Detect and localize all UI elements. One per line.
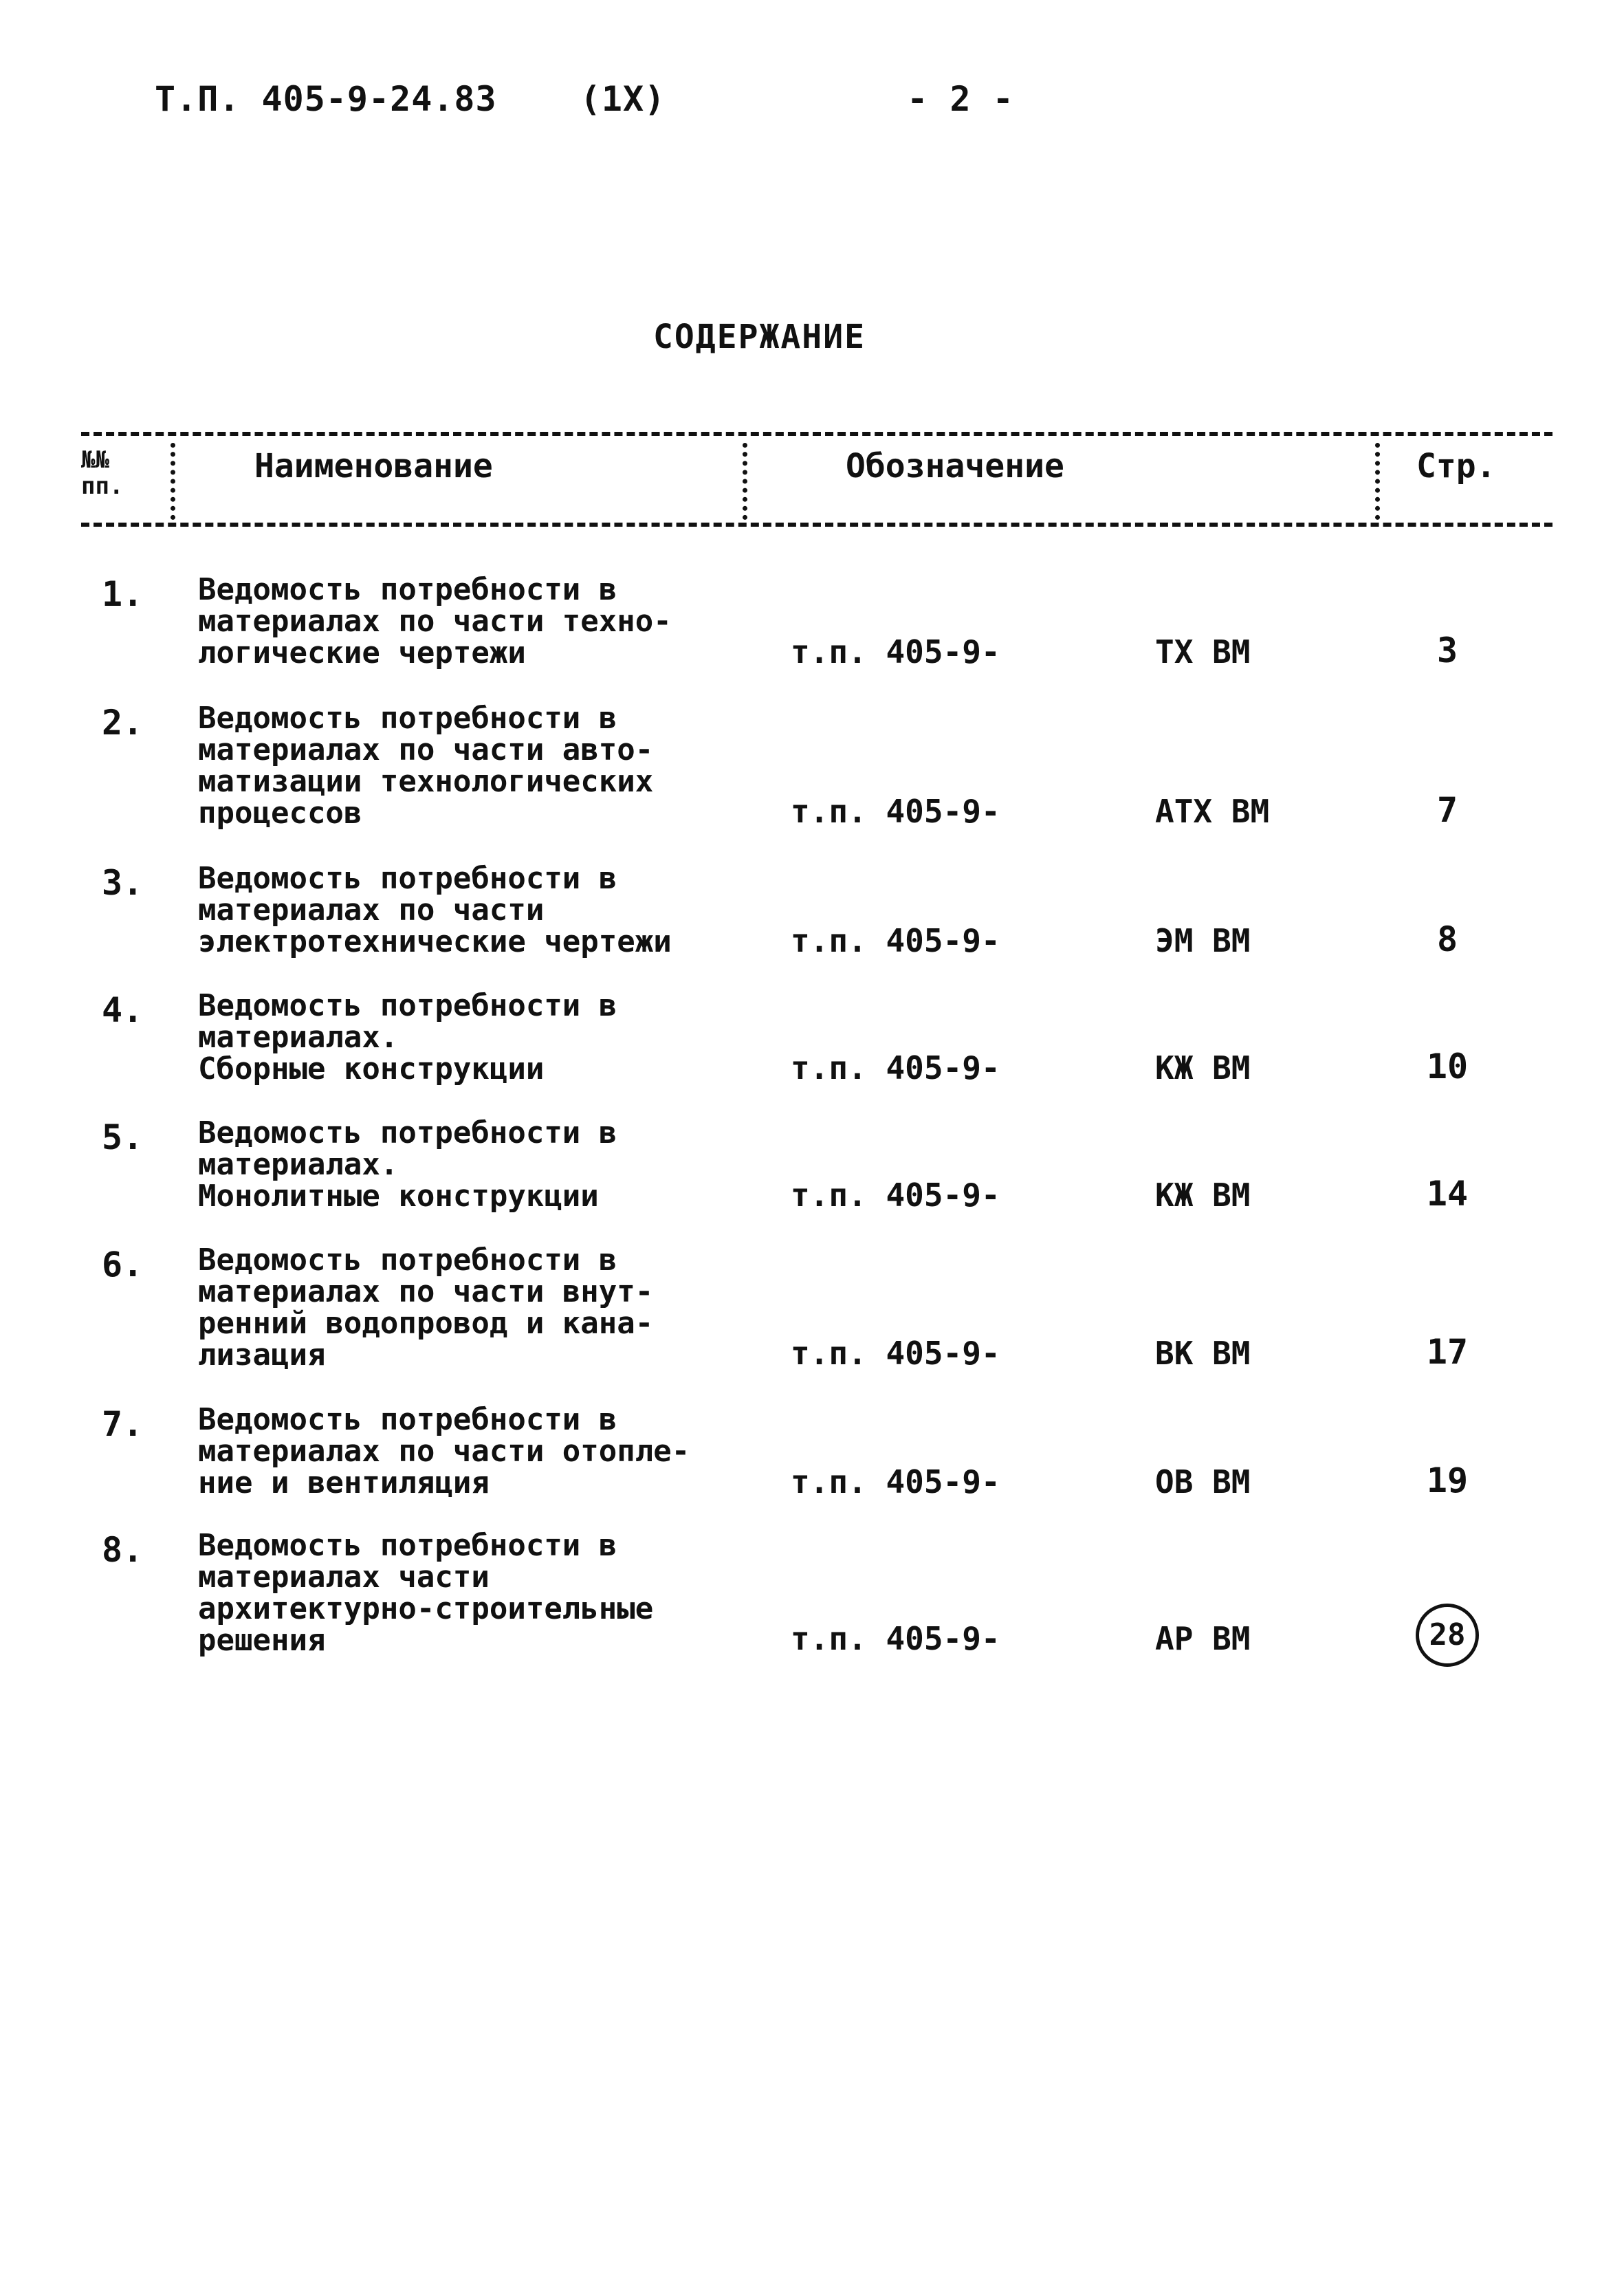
row-designation-code: т.п. 405-9- (791, 1177, 1000, 1214)
row-designation-code: т.п. 405-9- (791, 633, 1000, 670)
row-designation-code: т.п. 405-9- (791, 1335, 1000, 1372)
row-name-line: процессов (198, 796, 362, 831)
row-page-value: 8 (1436, 919, 1458, 959)
document-code: Т.П. 405-9-24.83 (155, 79, 497, 119)
row-name-line: материалах по части техно- (198, 604, 672, 639)
row-number: 1. (102, 574, 144, 614)
row-page-value: 10 (1426, 1047, 1469, 1086)
row-name-line: электротехнические чертежи (198, 924, 672, 959)
column-header-page: Стр. (1416, 447, 1496, 485)
row-name-line: Ведомость потребности в (198, 572, 617, 607)
row-name-line: Сборные конструкции (198, 1051, 545, 1086)
row-page (1403, 1332, 1492, 1372)
row-page-value: 3 (1436, 631, 1458, 670)
row-designation-mark: АР ВМ (1155, 1620, 1251, 1657)
row-page-value: 14 (1426, 1174, 1469, 1214)
page-number: - 2 - (907, 79, 1014, 119)
row-name-line: лизация (198, 1337, 326, 1373)
table-row (0, 1530, 1624, 1657)
row-number: 8. (102, 1530, 144, 1570)
column-header-name: Наименование (254, 447, 493, 485)
column-header-designation: Обозначение (846, 447, 1064, 485)
row-page (1403, 631, 1492, 670)
row-name (198, 863, 734, 958)
row-name-line: Ведомость потребности в (198, 988, 617, 1023)
row-number: 3. (102, 863, 144, 903)
row-designation-code: т.п. 405-9- (791, 793, 1000, 830)
row-page-value: 7 (1436, 790, 1458, 830)
table-row (0, 1245, 1624, 1372)
row-name-line: архитектурно-строительные (198, 1591, 654, 1626)
row-name (198, 574, 734, 669)
row-name-line: Ведомость потребности в (198, 1528, 617, 1563)
row-name-line: Ведомость потребности в (198, 861, 617, 896)
contents-title: СОДЕРЖАНИЕ (653, 318, 866, 356)
row-name-line: решения (198, 1623, 326, 1658)
row-name-line: логические чертежи (198, 635, 526, 670)
row-name-line: материалах. (198, 1020, 399, 1055)
row-designation-mark: ТХ ВМ (1155, 633, 1251, 670)
row-name (198, 1245, 734, 1371)
row-name (198, 1404, 734, 1499)
row-name (198, 990, 734, 1085)
row-number: 7. (102, 1404, 144, 1444)
row-designation-code: т.п. 405-9- (791, 1620, 1000, 1657)
table-row (0, 703, 1624, 830)
row-name-line: материалах. (198, 1147, 399, 1182)
row-designation-code: т.п. 405-9- (791, 922, 1000, 959)
row-name (198, 703, 734, 829)
row-page (1403, 919, 1492, 959)
row-number: 4. (102, 990, 144, 1030)
row-designation-mark: КЖ ВМ (1155, 1177, 1251, 1214)
row-name (198, 1530, 734, 1657)
circled-page-number: 28 (1416, 1604, 1479, 1667)
row-page (1403, 1047, 1492, 1086)
row-designation-code: т.п. 405-9- (791, 1463, 1000, 1500)
row-name-line: материалах по части внут- (198, 1274, 654, 1309)
row-name-line: ние и вентиляция (198, 1465, 490, 1500)
row-name (198, 1117, 734, 1212)
row-name-line: материалах по части (198, 893, 545, 928)
row-designation-mark: ОВ ВМ (1155, 1463, 1251, 1500)
row-name-line: Ведомость потребности в (198, 701, 617, 736)
row-page (1403, 790, 1492, 830)
row-name-line: Монолитные конструкции (198, 1179, 599, 1214)
row-page (1403, 1604, 1492, 1657)
row-number: 2. (102, 703, 144, 743)
table-row (0, 990, 1624, 1086)
table-row (0, 863, 1624, 959)
row-name-line: материалах по части отопле- (198, 1434, 690, 1469)
sheet-mark: (1Х) (580, 79, 666, 119)
row-name-line: Ведомость потребности в (198, 1402, 617, 1437)
row-name-line: материалах части (198, 1560, 490, 1595)
row-designation-code: т.п. 405-9- (791, 1049, 1000, 1086)
row-designation-mark: АТХ ВМ (1155, 793, 1270, 830)
column-header-number-line1: №№ (81, 446, 109, 474)
row-page-value: 19 (1426, 1461, 1469, 1500)
row-designation-mark: КЖ ВМ (1155, 1049, 1251, 1086)
row-name-line: материалах по части авто- (198, 732, 654, 767)
column-header-number-line2: пп. (81, 472, 124, 500)
row-page (1403, 1461, 1492, 1500)
table-row (0, 1117, 1624, 1214)
row-name-line: матизации технологических (198, 764, 654, 799)
row-page-value: 17 (1426, 1332, 1469, 1372)
row-number: 5. (102, 1117, 144, 1157)
row-name-line: ренний водопровод и кана- (198, 1306, 654, 1341)
table-row (0, 1404, 1624, 1500)
row-designation-mark: ВК ВМ (1155, 1335, 1251, 1372)
row-number: 6. (102, 1245, 144, 1284)
row-name-line: Ведомость потребности в (198, 1115, 617, 1150)
table-row (0, 574, 1624, 670)
row-page (1403, 1174, 1492, 1214)
row-name-line: Ведомость потребности в (198, 1243, 617, 1278)
row-designation-mark: ЭМ ВМ (1155, 922, 1251, 959)
